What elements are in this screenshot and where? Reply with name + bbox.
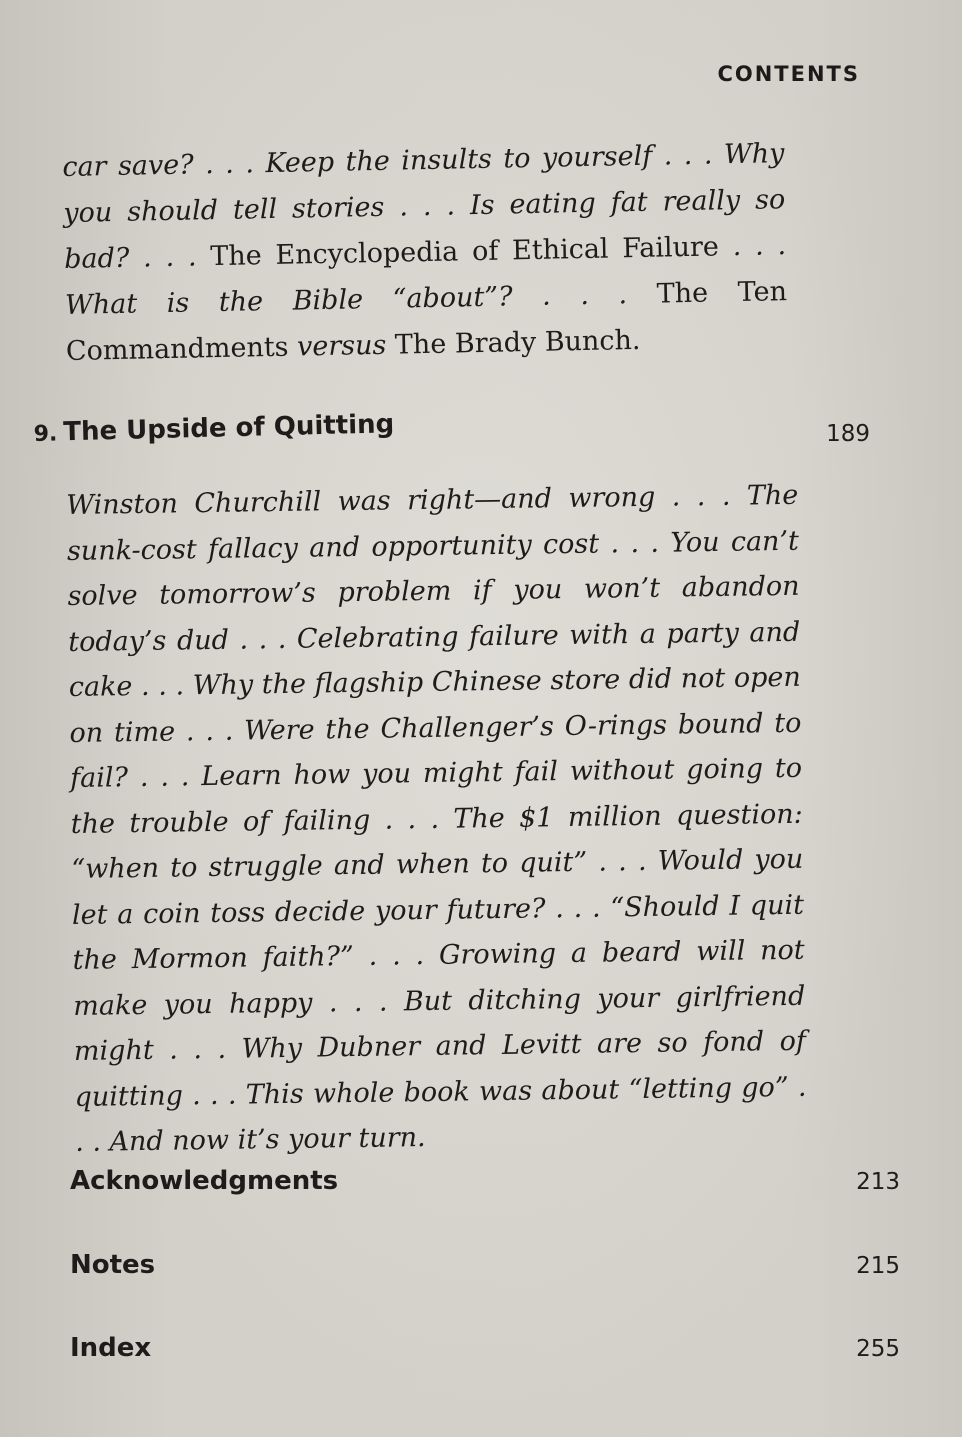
toc-entry-notes[interactable] [70,1250,900,1280]
toc-entry-label: Index [70,1333,152,1363]
toc-entry-acknowledgments[interactable] [70,1166,900,1196]
chapter-entry[interactable] [33,409,870,448]
carryover-segment: . . . What is the Bible “about”? . . . [64,230,787,321]
carryover-segment: The Encyclopedia of Ethical Failure [210,231,720,273]
chapter-title: The Upside of Quitting [62,409,395,448]
toc-entry-page: 215 [856,1253,900,1279]
carryover-segment: car save? . . . Keep the insults to yourself . . . Why you should tell stories . . . Is eating fat really so bad? . . . [62,138,786,275]
carryover-summary [62,131,788,375]
toc-entry-index[interactable] [70,1333,900,1363]
carryover-segment: The Brady Bunch. [394,324,641,361]
carryover-segment: The Ten Commandments [65,276,788,367]
toc-entry-page: 255 [856,1336,900,1362]
chapter-summary: Winston Churchill was right—and wrong . . . The sunk-cost fallacy and opportunity cost . . . You can’t solve tomorrow’s problem if you won’t abandon today’s dud . . . Celebrating failure with a party and cake . . . Why the flagship Chinese store did not open on time . . . Were the Challenger’s O-rings bound to fail? . . . Learn how you might fail without going to the trouble of failing . . . The $1 million question: “when to struggle and when to quit” . . . Would you let a coin toss decide your future? . . . “Should I quit the Mormon faith?” . . . Growing a beard will not make you happy . . . But ditching your girlfriend might . . . Why Dubner and Levitt are so fond of quitting . . . This whole book was about “letting go” . . . And now it’s your turn. [66,479,807,1158]
toc-entry-page: 213 [856,1169,900,1195]
carryover-segment: versus [296,329,396,363]
chapter-number: 9. [33,421,58,448]
toc-entry-label: Notes [70,1250,156,1280]
chapter-heading [33,409,394,448]
chapter-page-number: 189 [826,421,870,447]
toc-entry-label: Acknowledgments [70,1166,339,1196]
running-head: CONTENTS [717,62,860,86]
